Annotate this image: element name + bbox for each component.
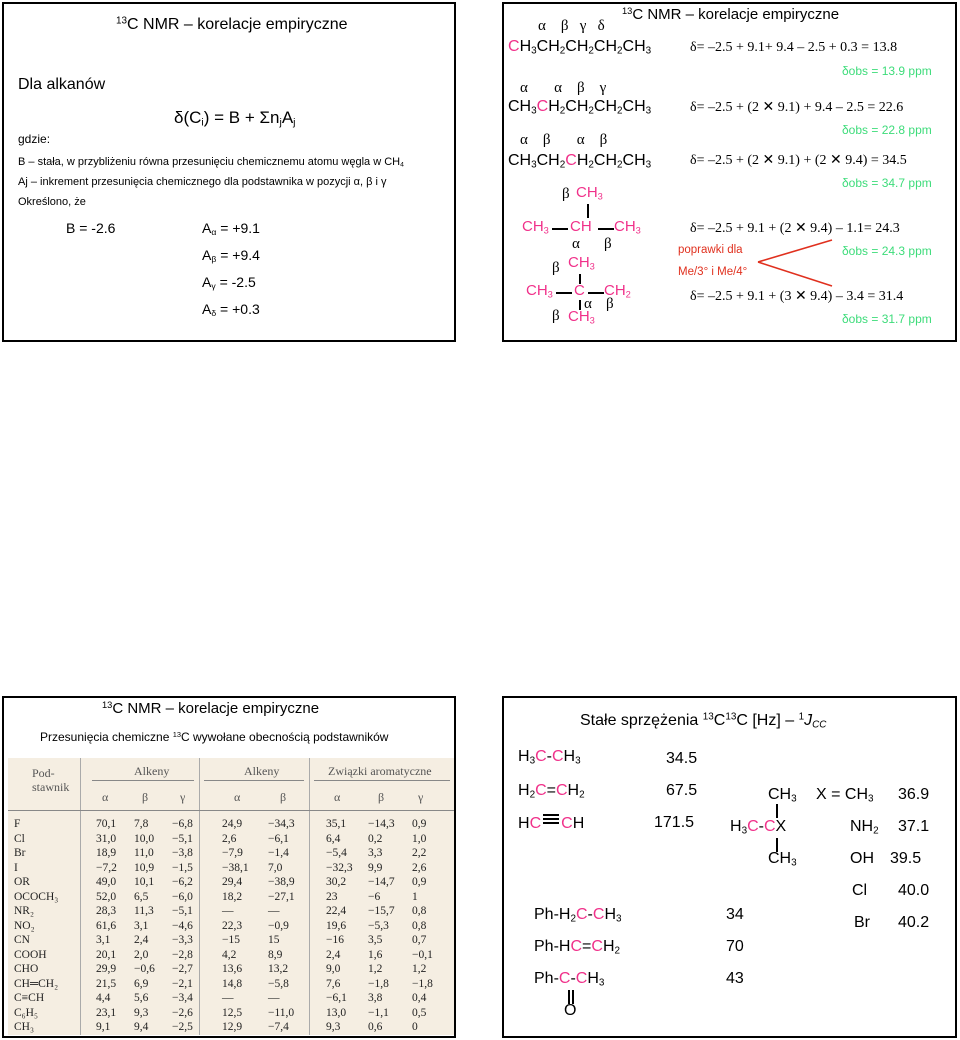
shift-cell: 9,9 — [368, 861, 383, 874]
shift-cell: 9,1 — [96, 1021, 111, 1033]
substituent-cell: Cl — [14, 832, 25, 845]
shift-cell: −5,1 — [172, 905, 193, 917]
slide-worked-examples — [502, 2, 957, 342]
shift-cell: 10,0 — [134, 832, 155, 845]
shift-cell: 12,5 — [222, 1006, 243, 1019]
tbutyl-bond-top — [776, 804, 778, 818]
shift-formula: $\delta(C_i) = B + \Sigma n_jA_j$ — [174, 108, 296, 129]
x-value-ch3: 36.9 — [898, 786, 930, 803]
table-row — [8, 833, 456, 848]
shift-cell: — — [222, 992, 234, 1004]
shift-cell: 0,7 — [412, 934, 427, 946]
tbutyl-bottom-methyl: $CH_3$ — [768, 850, 797, 869]
table-row — [8, 862, 456, 877]
pos-gamma-3: γ — [418, 790, 424, 804]
shift-cell: 70,1 — [96, 818, 117, 830]
greek-labels-1: α β γ δ — [538, 18, 605, 34]
table-row — [8, 949, 456, 964]
shift-cell: 0,9 — [412, 876, 427, 888]
shift-cell: 23,1 — [96, 1006, 117, 1019]
tbutyl-top-methyl: $CH_3$ — [768, 786, 797, 805]
shift-cell: −1,1 — [368, 1006, 389, 1019]
shift-cell: 9,3 — [134, 1006, 149, 1019]
shift-cell: 1,6 — [368, 948, 383, 961]
shift-cell: −14,3 — [368, 818, 395, 830]
shift-cell: −7,9 — [222, 847, 243, 859]
shift-cell: 1 — [412, 890, 418, 903]
table-row — [8, 1021, 456, 1035]
slide-subtitle: Przesunięcia chemiczne $^{13}$C wywołane obecnością podstawników — [40, 729, 389, 744]
shift-cell: 2,2 — [412, 847, 427, 859]
obs-2: δobs = 22.8 ppm — [842, 123, 932, 137]
poprawki-line-1: poprawki dla — [678, 244, 743, 256]
ethene-formula: $H_2C=CH_2$ — [518, 782, 585, 801]
gdzie-label: gdzie: — [18, 132, 51, 146]
pos-beta-2: β — [280, 790, 287, 804]
substituent-cell: F — [14, 818, 21, 830]
greek-labels-3: α β α β — [520, 132, 608, 148]
shift-cell: −27,1 — [268, 890, 295, 903]
substituent-cell: Br — [14, 847, 26, 859]
b-definition: B – stała, w przybliżeniu równa przesunięciu chemicznemu atomu węgla w $CH_4$ — [18, 156, 404, 169]
shift-cell: 2,4 — [134, 934, 149, 946]
x-row-br: Br — [854, 914, 870, 931]
styrene-formula: $Ph-HC=CH_2$ — [534, 938, 621, 957]
calc-3: δ= –2.5 + (2 ✕ 9.1) + (2 ✕ 9.4) = 34.5 — [690, 153, 907, 168]
shift-cell: 3,3 — [368, 847, 383, 859]
substituent-cell: NO₂ — [14, 919, 35, 932]
shift-cell: 0,2 — [368, 832, 383, 845]
shift-cell: 8,9 — [268, 948, 283, 961]
ethylbenzene-formula: $Ph-H_2C-CH_3$ — [534, 906, 622, 925]
x-value-nh2: 37.1 — [898, 818, 930, 835]
shift-cell: 3,1 — [96, 934, 111, 946]
x-row-ch3: $X = CH_3$ — [816, 786, 874, 805]
shift-cell: −34,3 — [268, 818, 295, 830]
substituent-cell: COOH — [14, 948, 47, 961]
shift-cell: −4,6 — [172, 919, 193, 932]
x-row-nh2: $NH_2$ — [850, 818, 879, 837]
shift-cell: 9,3 — [326, 1021, 341, 1033]
group-alkenes: Alkeny — [244, 764, 280, 778]
shift-cell: 9,4 — [134, 1021, 149, 1033]
x-row-cl: Cl — [852, 882, 868, 899]
shift-cell: 0,8 — [412, 919, 427, 932]
x-row-oh: OH — [850, 850, 874, 867]
shift-cell: −5,3 — [368, 919, 389, 932]
shift-cell: 18,2 — [222, 890, 243, 903]
aj-definition: Aj – inkrement przesunięcia chemicznego dla podstawnika w pozycji α, β i γ — [18, 176, 387, 188]
ethyne-formula: HC CH — [518, 815, 585, 832]
shift-cell: −14,7 — [368, 876, 395, 888]
substituent-cell: OR — [14, 876, 30, 888]
increment-delta: $A_\delta = +0.3$ — [202, 301, 260, 319]
shift-cell: 2,4 — [326, 948, 341, 961]
substituent-cell: C₆H₅ — [14, 1006, 38, 1019]
ethyne-value: 171.5 — [654, 814, 695, 831]
obs-3: δobs = 34.7 ppm — [842, 176, 932, 190]
shift-cell: 3,8 — [368, 992, 383, 1004]
shift-cell: 35,1 — [326, 818, 347, 830]
shift-cell: 20,1 — [96, 948, 117, 961]
shift-cell: 10,1 — [134, 876, 155, 888]
shift-cell: — — [268, 992, 280, 1004]
obs-5: δobs = 31.7 ppm — [842, 312, 932, 326]
shift-cell: −2,8 — [172, 948, 193, 961]
substituent-cell: OCOCH₃ — [14, 890, 59, 903]
shift-cell: 6,4 — [326, 832, 341, 845]
slide-coupling-constants — [502, 696, 957, 1038]
shift-cell: −38,9 — [268, 876, 295, 888]
shift-cell: 15 — [268, 934, 280, 946]
shift-cell: 61,6 — [96, 919, 117, 932]
table-row — [8, 847, 456, 862]
ethene-value: 67.5 — [666, 782, 698, 799]
acetophenone-value: 43 — [726, 970, 744, 987]
shift-cell: −1,4 — [268, 847, 289, 859]
shift-cell: −16 — [326, 934, 344, 946]
shift-cell: 3,1 — [134, 919, 149, 932]
isobutane-structure: β $CH_3$ $CH_3$ CH $CH_3$ α β — [522, 184, 641, 252]
shift-cell: 14,8 — [222, 977, 243, 990]
shift-cell: 13,2 — [268, 963, 289, 975]
calc-1: δ= –2.5 + 9.1+ 9.4 – 2.5 + 0.3 = 13.8 — [690, 40, 898, 55]
shift-cell: 13,0 — [326, 1006, 347, 1019]
tbutyl-center: $H_3C-CX$ — [730, 818, 787, 837]
shift-cell: 29,9 — [96, 963, 117, 975]
table-row — [8, 891, 456, 906]
shift-cell: −1,5 — [172, 861, 193, 874]
shift-cell: 7,6 — [326, 977, 341, 990]
x-value-br: 40.2 — [898, 914, 930, 931]
shift-cell: 2,6 — [412, 861, 427, 874]
substituent-shift-table — [8, 758, 456, 1035]
shift-cell: 2,0 — [134, 948, 149, 961]
shift-cell: −1,8 — [412, 977, 433, 990]
shift-cell: 5,6 — [134, 992, 149, 1004]
shift-cell: 9,0 — [326, 963, 341, 975]
table-row — [8, 920, 456, 935]
pentane-c2: $CH_3CH_2CH_2CH_2CH_3$ — [508, 98, 652, 117]
acetophenone-formula: $Ph-C-CH_3$ — [534, 970, 605, 989]
shift-cell: 4,2 — [222, 948, 237, 961]
table-row — [8, 963, 456, 978]
arrow-to-calc5 — [758, 262, 832, 286]
slide-substituent-table — [2, 696, 456, 1038]
substituent-cell: CN — [14, 934, 30, 946]
shift-cell: −0,1 — [412, 948, 433, 961]
b-value: B = -2.6 — [66, 220, 116, 236]
shift-cell: −6,2 — [172, 876, 193, 888]
shift-cell: 0,4 — [412, 992, 427, 1004]
shift-cell: −38,1 — [222, 861, 249, 874]
shift-cell: −6,0 — [172, 890, 193, 903]
increment-beta: $A_\beta = +9.4$ — [202, 247, 260, 265]
x-value-oh: 39.5 — [890, 850, 922, 867]
shift-cell: 2,6 — [222, 832, 237, 845]
section-heading: Dla alkanów — [18, 76, 106, 93]
slide-title: $^{13}$C NMR – korelacje empiryczne — [622, 5, 840, 23]
shift-cell: −2,6 — [172, 1006, 193, 1019]
increment-gamma: $A_\gamma = -2.5$ — [202, 274, 256, 292]
substituent-cell: NR₂ — [14, 905, 34, 917]
shift-cell: −2,1 — [172, 977, 193, 990]
shift-cell: −6 — [368, 890, 381, 903]
shift-cell: 19,6 — [326, 919, 347, 932]
shift-cell: 0,6 — [368, 1021, 383, 1033]
shift-cell: −1,8 — [368, 977, 389, 990]
table-row — [8, 934, 456, 949]
shift-cell: — — [222, 905, 234, 917]
arrow-to-calc4 — [758, 240, 832, 262]
table-row — [8, 1007, 456, 1022]
ethylbenzene-value: 34 — [726, 906, 744, 923]
shift-cell: 0,9 — [412, 818, 427, 830]
shift-cell: 31,0 — [96, 832, 117, 845]
shift-cell: 13,6 — [222, 963, 243, 975]
shift-cell: 0 — [412, 1021, 418, 1033]
shift-cell: 22,4 — [326, 905, 347, 917]
shift-cell: −0,9 — [268, 919, 289, 932]
substituent-cell: I — [14, 861, 18, 874]
styrene-value: 70 — [726, 938, 744, 955]
okreslono-label: Określono, że — [18, 196, 86, 208]
shift-cell: 11,0 — [134, 847, 154, 859]
shift-cell: 22,3 — [222, 919, 243, 932]
substituent-cell: CHO — [14, 963, 39, 975]
table-row — [8, 876, 456, 891]
shift-cell: −32,3 — [326, 861, 353, 874]
shift-cell: −5,4 — [326, 847, 347, 859]
slide-title: $^{13}$C NMR – korelacje empiryczne — [116, 15, 348, 33]
pentane-c1: $CH_3CH_2CH_2CH_2CH_3$ — [508, 38, 652, 57]
shift-cell: −3,8 — [172, 847, 193, 859]
greek-labels-2: α α β γ — [520, 80, 607, 96]
shift-cell: −15 — [222, 934, 240, 946]
slide-title: Stałe sprzężenia $^{13}C^{13}C$ $[Hz] - ^1J_{CC}$ — [580, 711, 827, 731]
pos-alpha-2: α — [234, 790, 241, 804]
shift-cell: 18,9 — [96, 847, 117, 859]
table-row — [8, 905, 456, 920]
neopentane-structure: β $CH_3$ $CH_3$ C $CH_2$ α β β $CH_3$ — [526, 254, 631, 326]
slide-alkane-rules — [2, 2, 456, 342]
carbonyl-oxygen: O — [564, 1002, 577, 1019]
shift-cell: −2,5 — [172, 1021, 193, 1033]
shift-cell: 12,9 — [222, 1021, 243, 1033]
pos-beta-1: β — [142, 790, 149, 804]
shift-cell: 6,9 — [134, 977, 149, 990]
pos-beta-3: β — [378, 790, 385, 804]
shift-cell: 3,5 — [368, 934, 383, 946]
shift-cell: 10,9 — [134, 861, 155, 874]
pos-alpha-1: α — [102, 790, 109, 804]
substituent-cell: CH═CH₂ — [14, 977, 59, 990]
shift-cell: 49,0 — [96, 876, 117, 888]
shift-cell: 0,8 — [412, 905, 427, 917]
shift-cell: 7,8 — [134, 818, 149, 830]
shift-cell: −15,7 — [368, 905, 395, 917]
table-row — [8, 818, 456, 833]
substituent-cell: CH₃ — [14, 1021, 34, 1033]
shift-cell: 7,0 — [268, 861, 283, 874]
shift-cell: 30,2 — [326, 876, 347, 888]
shift-cell: 52,0 — [96, 890, 117, 903]
shift-cell: 1,2 — [368, 963, 383, 975]
shift-cell: 6,5 — [134, 890, 149, 903]
calc-4: δ= –2.5 + 9.1 + (2 ✕ 9.4) – 1.1= 24.3 — [690, 221, 900, 236]
increment-alpha: $A_\alpha = +9.1$ — [202, 220, 260, 238]
shift-cell: 24,9 — [222, 818, 243, 830]
shift-cell: −5,1 — [172, 832, 193, 845]
shift-cell: 28,3 — [96, 905, 117, 917]
shift-cell: −6,8 — [172, 818, 193, 830]
x-value-cl: 40.0 — [898, 882, 930, 899]
shift-cell: 0,5 — [412, 1006, 427, 1019]
shift-cell: −6,1 — [268, 832, 289, 845]
shift-cell: 1,0 — [412, 832, 427, 845]
shift-cell: −11,0 — [268, 1006, 295, 1019]
pos-alpha-3: α — [334, 790, 341, 804]
shift-cell: −0,6 — [134, 963, 155, 975]
shift-cell: −3,4 — [172, 992, 193, 1004]
pentane-c3: $CH_3CH_2CH_2CH_2CH_3$ — [508, 152, 652, 171]
shift-cell: 1,2 — [412, 963, 427, 975]
shift-cell: −7,2 — [96, 861, 117, 874]
obs-1: δobs = 13.9 ppm — [842, 64, 932, 78]
shift-cell: 29,4 — [222, 876, 243, 888]
ethane-value: 34.5 — [666, 750, 698, 767]
shift-cell: −7,4 — [268, 1021, 289, 1033]
slide-title: $^{13}$C NMR – korelacje empiryczne — [102, 699, 320, 717]
obs-4: δobs = 24.3 ppm — [842, 244, 932, 258]
shift-cell: −6,1 — [326, 992, 347, 1004]
shift-cell: — — [268, 905, 280, 917]
shift-cell: −3,3 — [172, 934, 193, 946]
shift-cell: 11,3 — [134, 905, 154, 917]
poprawki-line-2: Me/3° i Me/4° — [678, 266, 748, 278]
table-row — [8, 992, 456, 1007]
shift-cell: 21,5 — [96, 977, 117, 990]
shift-cell: 23 — [326, 890, 338, 903]
corner-label: Pod- stawnik — [32, 766, 70, 794]
pos-gamma-1: γ — [180, 790, 186, 804]
calc-5: δ= –2.5 + 9.1 + (3 ✕ 9.4) – 3.4 = 31.4 — [690, 289, 904, 304]
shift-cell: −2,7 — [172, 963, 193, 975]
group-aromatics: Związki aromatyczne — [328, 764, 432, 778]
shift-cell: 4,4 — [96, 992, 111, 1004]
group-alkanes: Alkeny — [134, 764, 170, 778]
calc-2: δ= –2.5 + (2 ✕ 9.1) + 9.4 – 2.5 = 22.6 — [690, 100, 904, 115]
table-row — [8, 978, 456, 993]
substituent-cell: C≡CH — [14, 992, 45, 1004]
shift-cell: −5,8 — [268, 977, 289, 990]
ethane-formula: $H_3C-CH_3$ — [518, 748, 581, 767]
